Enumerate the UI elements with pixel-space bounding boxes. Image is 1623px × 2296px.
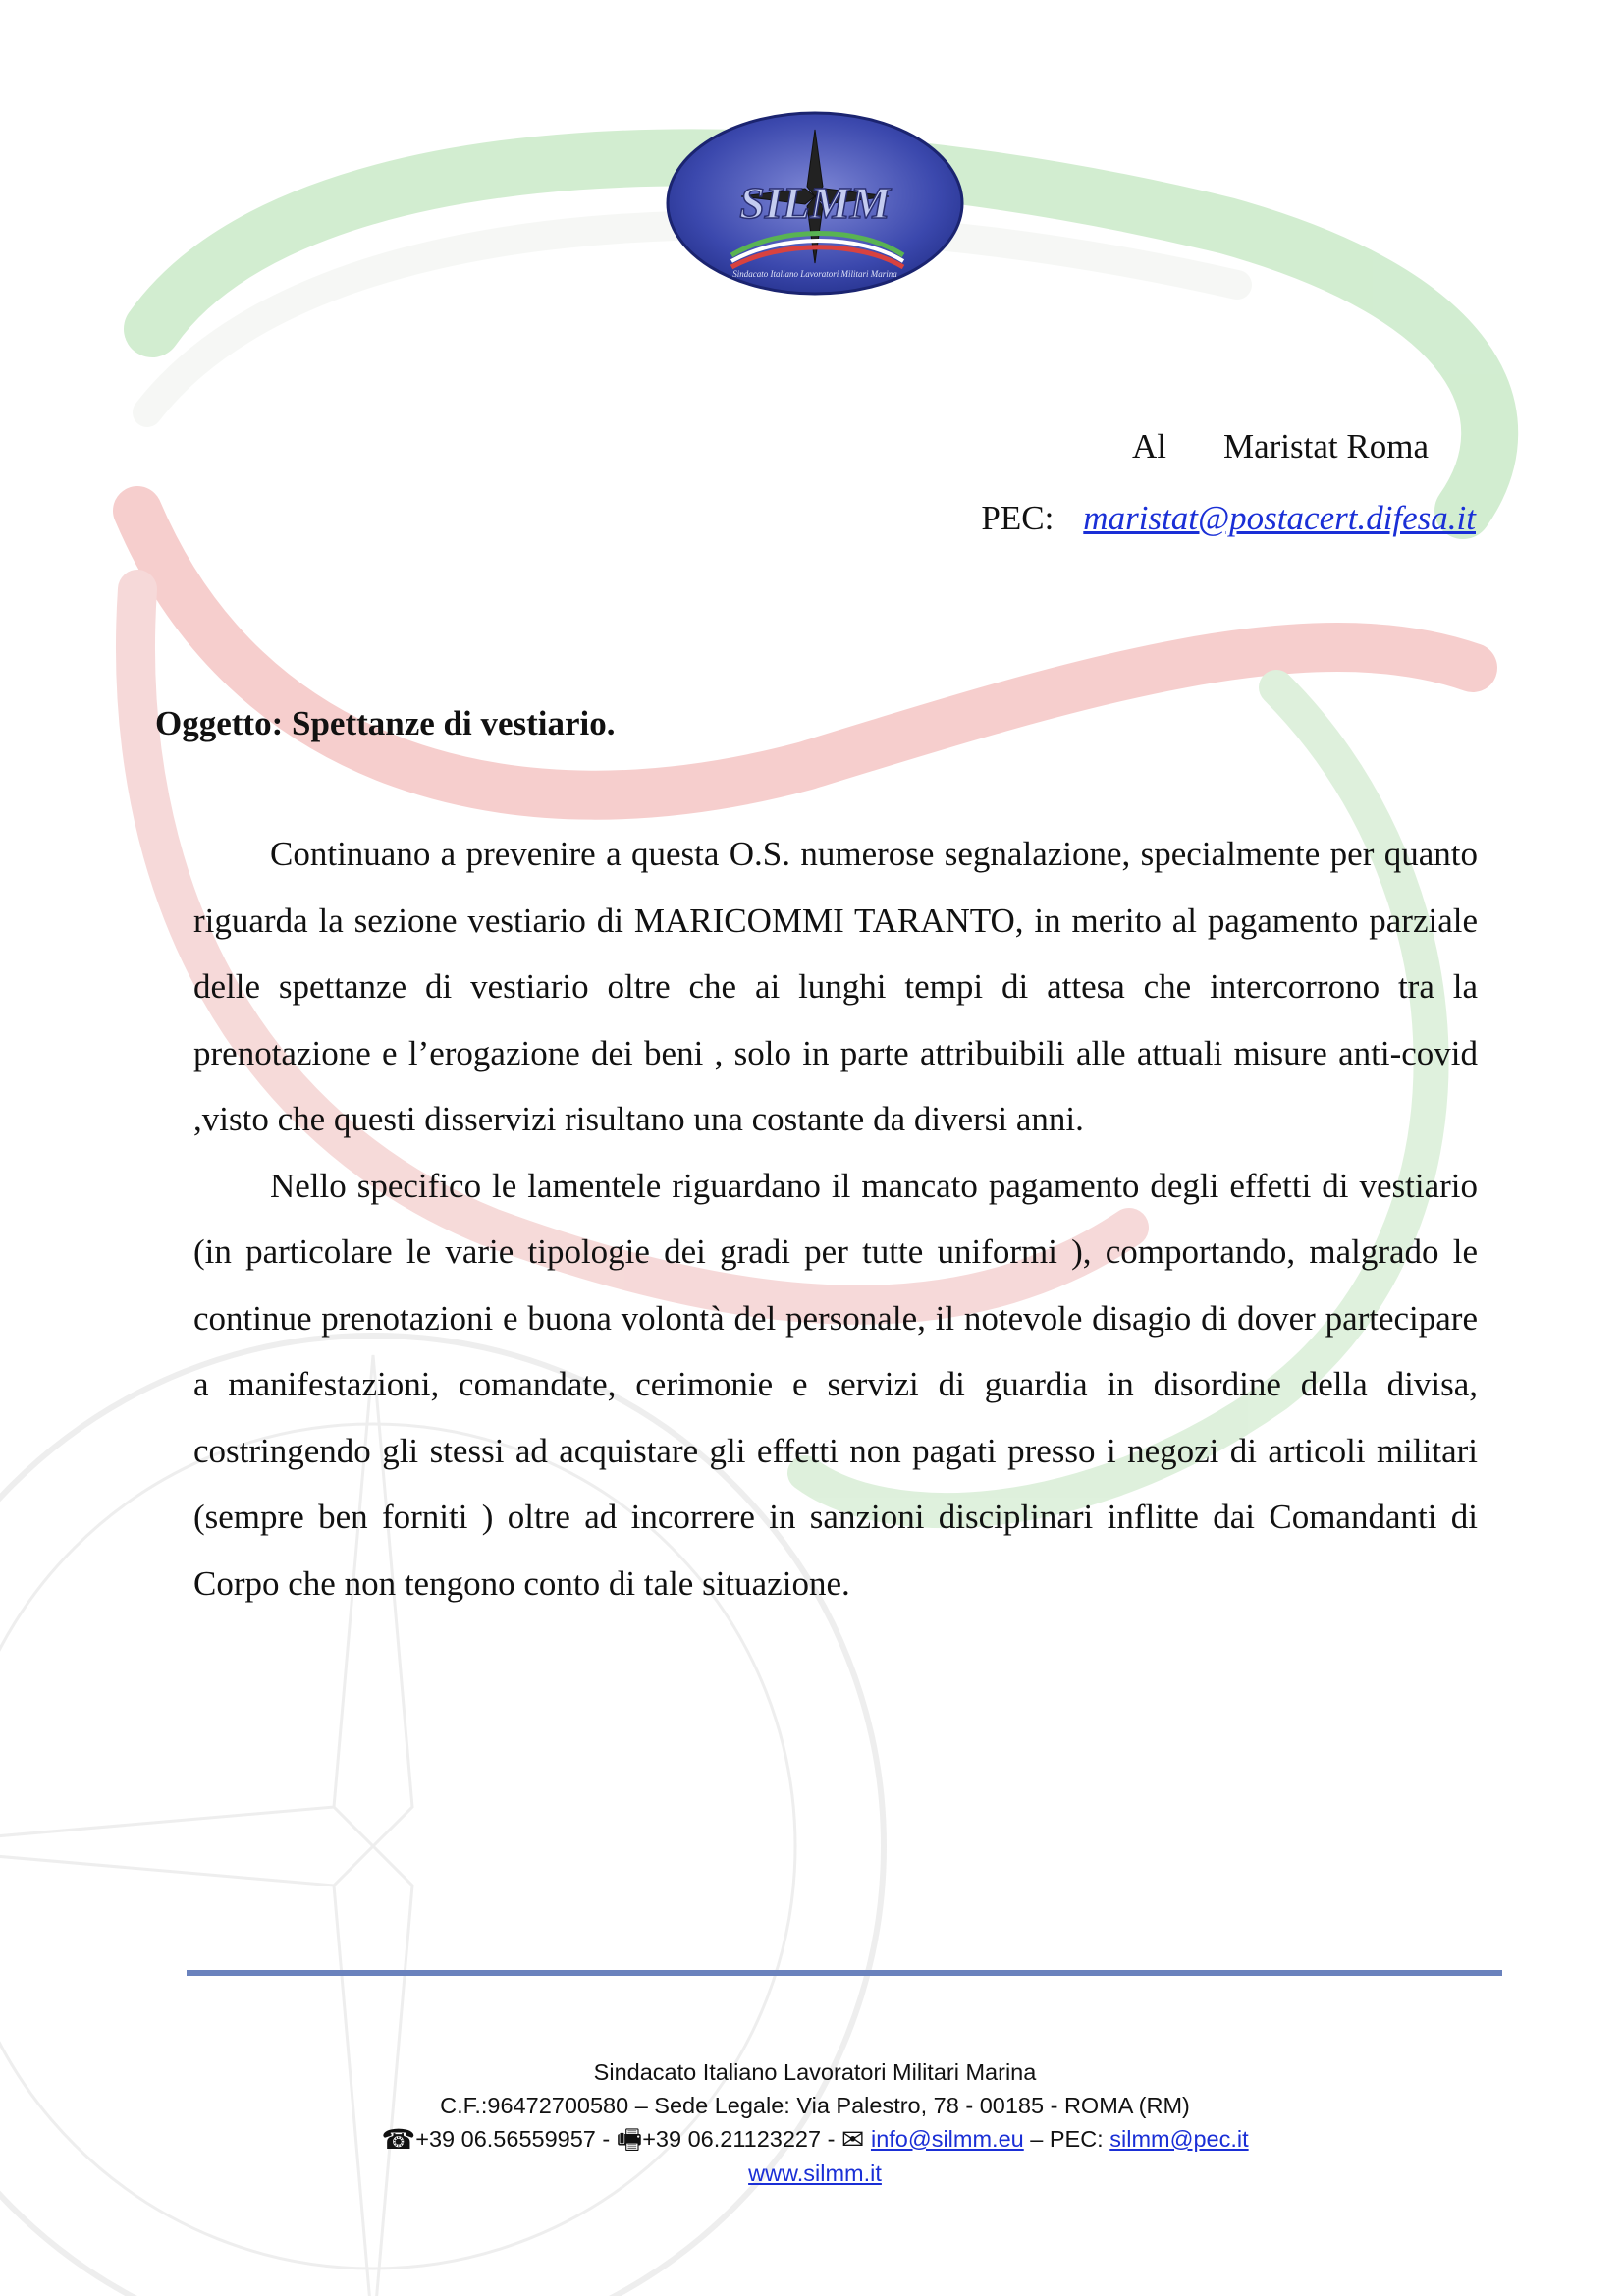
silmm-logo (663, 108, 967, 300)
recipient-pec-link[interactable]: maristat@postacert.difesa.it (1083, 499, 1476, 537)
footer-separator: - (827, 2126, 836, 2152)
footer-separator: - (602, 2126, 611, 2152)
body-paragraph-1: Continuano a prevenire a questa O.S. numerose segnalazione, specialmente per quanto riguarda la sezione vestiario di MARICOMMI TARANTO, in merito al pagamento parziale delle spettanze di vestiario oltre che ai lunghi tempi di attesa che intercorrono tra la prenotazione e l’erogazione dei beni , solo in parte attribuibili alle attuali misure anti-covid ,visto che questi disservizi risultano una costante da diversi anni. (193, 835, 1478, 1138)
footer-divider (187, 1970, 1502, 1976)
envelope-icon: ✉ (840, 2124, 865, 2155)
fax-icon: 🖷 (616, 2124, 643, 2155)
telephone-icon: ☎ (381, 2124, 416, 2155)
footer-address: C.F.:96472700580 – Sede Legale: Via Palestro, 78 - 00185 - ROMA (RM) (440, 2093, 1190, 2118)
footer (187, 2055, 1443, 2190)
footer-pec-link[interactable]: silmm@pec.it (1109, 2126, 1249, 2152)
footer-pec-label: – PEC: (1030, 2126, 1104, 2152)
footer-fax: +39 06.21123227 (642, 2126, 822, 2152)
footer-phone: +39 06.56559957 (415, 2126, 596, 2152)
footer-email-link[interactable]: info@silmm.eu (870, 2126, 1024, 2152)
recipient-line (981, 410, 1476, 482)
recipient-name: Maristat Roma (1223, 427, 1429, 465)
recipient-pec-label: PEC: (981, 499, 1055, 537)
logo-text: SILMM (739, 178, 891, 228)
recipient-pec-line (981, 482, 1476, 554)
body-paragraph-2: Nello specifico le lamentele riguardano il mancato pagamento degli effetti di vestiario (in particolare le varie tipologie dei gradi per tutte uniformi ), comportando, malgrado le continue prenotazioni e buona volontà del personale, il notevole disagio di dover partecipare a manifestazioni, comandate, cerimonie e servizi di guardia in disordine della divisa, costringendo gli stessi ad acquistare gli effetti non pagati presso i negozi di articoli militari (sempre ben forniti ) oltre ad incorrere in sanzioni disciplinari inflitte dai Comandanti di Corpo che non tengono conto di tale situazione. (193, 1166, 1478, 1603)
footer-org: Sindacato Italiano Lavoratori Militari Marina (593, 2059, 1037, 2085)
subject-line: Oggetto: Spettanze di vestiario. (155, 704, 616, 742)
recipient-prefix: Al (1132, 427, 1166, 465)
logo-subtext: Sindacato Italiano Lavoratori Militari Marina (732, 269, 897, 279)
letter-body (193, 821, 1478, 1616)
footer-contacts (187, 2122, 1443, 2157)
footer-website-link[interactable]: www.silmm.it (748, 2160, 882, 2186)
recipient-block (981, 410, 1476, 554)
